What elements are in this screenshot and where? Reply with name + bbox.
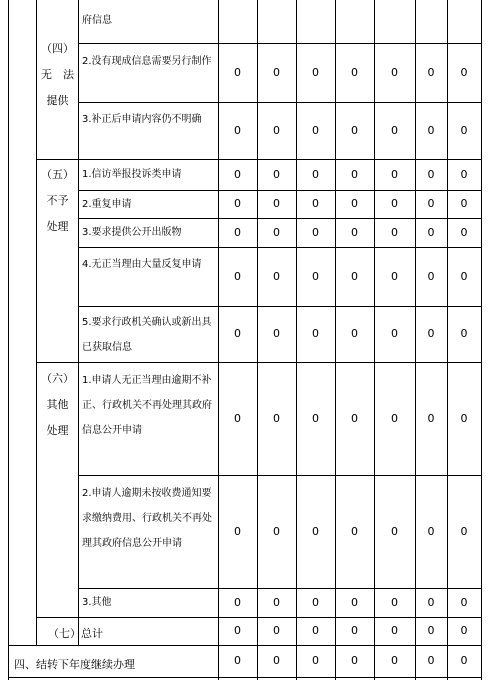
row-label: 4.无正当理由大量反复申请: [82, 259, 202, 270]
value-cell: 0: [234, 270, 241, 283]
row-label: 府信息: [82, 15, 112, 26]
value-cell: 0: [460, 270, 468, 283]
value-cell: 0: [460, 412, 468, 425]
row-label: 5.要求行政机关确认或新出具已获取信息: [82, 317, 212, 353]
value-cell: 0: [273, 226, 280, 239]
value-cell: 0: [427, 525, 435, 538]
value-cell: 0: [427, 624, 435, 637]
value-cell: 0: [391, 412, 398, 425]
value-cell: 0: [427, 327, 435, 340]
value-cell: 0: [460, 168, 468, 181]
value-cell: 0: [460, 624, 468, 637]
value-cell: 0: [460, 197, 468, 210]
value-cell: 0: [351, 412, 358, 425]
carryover-label: 四、结转下年度继续办理: [14, 658, 135, 671]
value-cell: 0: [427, 226, 435, 239]
value-cell: 0: [234, 124, 241, 137]
group-line: 其他: [46, 398, 69, 411]
value-cell: 0: [460, 327, 468, 340]
value-cell: 0: [427, 270, 435, 283]
value-cell: 0: [234, 327, 241, 340]
value-cell: 0: [312, 226, 319, 239]
row-label: 2.申请人逾期未按收费通知要求缴纳费用、行政机关不再处理其政府信息公开申请: [82, 488, 212, 549]
row-label: 2.重复申请: [82, 199, 132, 210]
value-cell: 0: [312, 525, 319, 538]
group-line: （五）: [41, 168, 74, 181]
value-cell: 0: [312, 124, 319, 137]
group-cell: [37, 366, 78, 456]
value-cell: 0: [351, 197, 358, 210]
group-cell: [37, 36, 78, 126]
value-cell: 0: [351, 624, 358, 637]
value-cell: 0: [234, 624, 241, 637]
row-label: 1.信访举报投诉类申请: [82, 169, 182, 180]
value-cell: 0: [351, 654, 358, 667]
value-cell: 0: [391, 168, 398, 181]
value-cell: 0: [427, 168, 435, 181]
value-cell: 0: [312, 654, 319, 667]
value-cell: 0: [273, 270, 280, 283]
value-cell: 0: [460, 226, 468, 239]
value-cell: 0: [273, 327, 280, 340]
value-cell: 0: [460, 124, 468, 137]
value-cell: 0: [351, 168, 358, 181]
value-cell: 0: [427, 596, 435, 609]
value-cell: 0: [351, 596, 358, 609]
value-cell: 0: [273, 66, 280, 79]
value-cell: 0: [391, 66, 398, 79]
value-cell: 0: [460, 66, 468, 79]
row-label: 3.要求提供公开出版物: [82, 227, 182, 238]
row-label: 2.没有现成信息需要另行制作: [82, 56, 212, 67]
group-line: （六）: [41, 372, 74, 385]
value-cell: 0: [312, 327, 319, 340]
row-label: 3.补正后申请内容仍不明确: [82, 114, 202, 125]
value-cell: 0: [273, 412, 280, 425]
value-cell: 0: [427, 197, 435, 210]
value-cell: 0: [312, 168, 319, 181]
value-cell: 0: [273, 525, 280, 538]
value-cell: 0: [391, 654, 398, 667]
value-cell: 0: [351, 327, 358, 340]
value-cell: 0: [273, 596, 280, 609]
value-cell: 0: [427, 66, 435, 79]
value-cell: 0: [234, 412, 241, 425]
value-cell: 0: [391, 226, 398, 239]
value-cell: 0: [351, 270, 358, 283]
value-cell: 0: [391, 197, 398, 210]
value-cell: 0: [427, 654, 435, 667]
value-cell: 0: [273, 624, 280, 637]
value-cell: 0: [427, 412, 435, 425]
value-cell: 0: [234, 226, 241, 239]
value-cell: 0: [391, 124, 398, 137]
value-cell: 0: [391, 624, 398, 637]
row-label: 1.申请人无正当理由逾期不补正、行政机关不再处理其政府信息公开申请: [82, 375, 212, 436]
value-cell: 0: [273, 168, 280, 181]
group-line: 提供: [46, 94, 69, 107]
row-label: 3.其他: [82, 597, 112, 608]
group-cell: [37, 162, 78, 252]
value-cell: 0: [234, 525, 241, 538]
value-cell: 0: [427, 124, 435, 137]
value-cell: 0: [460, 654, 468, 667]
value-cell: 0: [234, 197, 241, 210]
value-cell: 0: [460, 596, 468, 609]
value-cell: 0: [312, 412, 319, 425]
value-cell: 0: [234, 168, 241, 181]
value-cell: 0: [273, 654, 280, 667]
group-line: 处理: [46, 220, 69, 233]
value-cell: 0: [351, 66, 358, 79]
value-cell: 0: [351, 525, 358, 538]
value-cell: 0: [391, 327, 398, 340]
value-cell: 0: [391, 525, 398, 538]
group-line: 不予: [46, 194, 69, 207]
value-cell: 0: [273, 124, 280, 137]
total-label: （七）总计: [48, 627, 103, 640]
group-line: 处理: [46, 424, 69, 437]
grid-line: [8, 0, 9, 680]
value-cell: 0: [312, 66, 319, 79]
value-cell: 0: [312, 596, 319, 609]
value-cell: 0: [391, 596, 398, 609]
value-cell: 0: [312, 197, 319, 210]
group-line: 无 法: [41, 68, 74, 81]
value-cell: 0: [234, 654, 241, 667]
value-cell: 0: [234, 66, 241, 79]
value-cell: 0: [391, 270, 398, 283]
value-cell: 0: [234, 596, 241, 609]
group-line: （四）: [41, 42, 74, 55]
value-cell: 0: [312, 624, 319, 637]
value-cell: 0: [460, 525, 468, 538]
grid-line: [8, 677, 482, 678]
value-cell: 0: [351, 226, 358, 239]
value-cell: 0: [273, 197, 280, 210]
value-cell: 0: [351, 124, 358, 137]
value-cell: 0: [312, 270, 319, 283]
